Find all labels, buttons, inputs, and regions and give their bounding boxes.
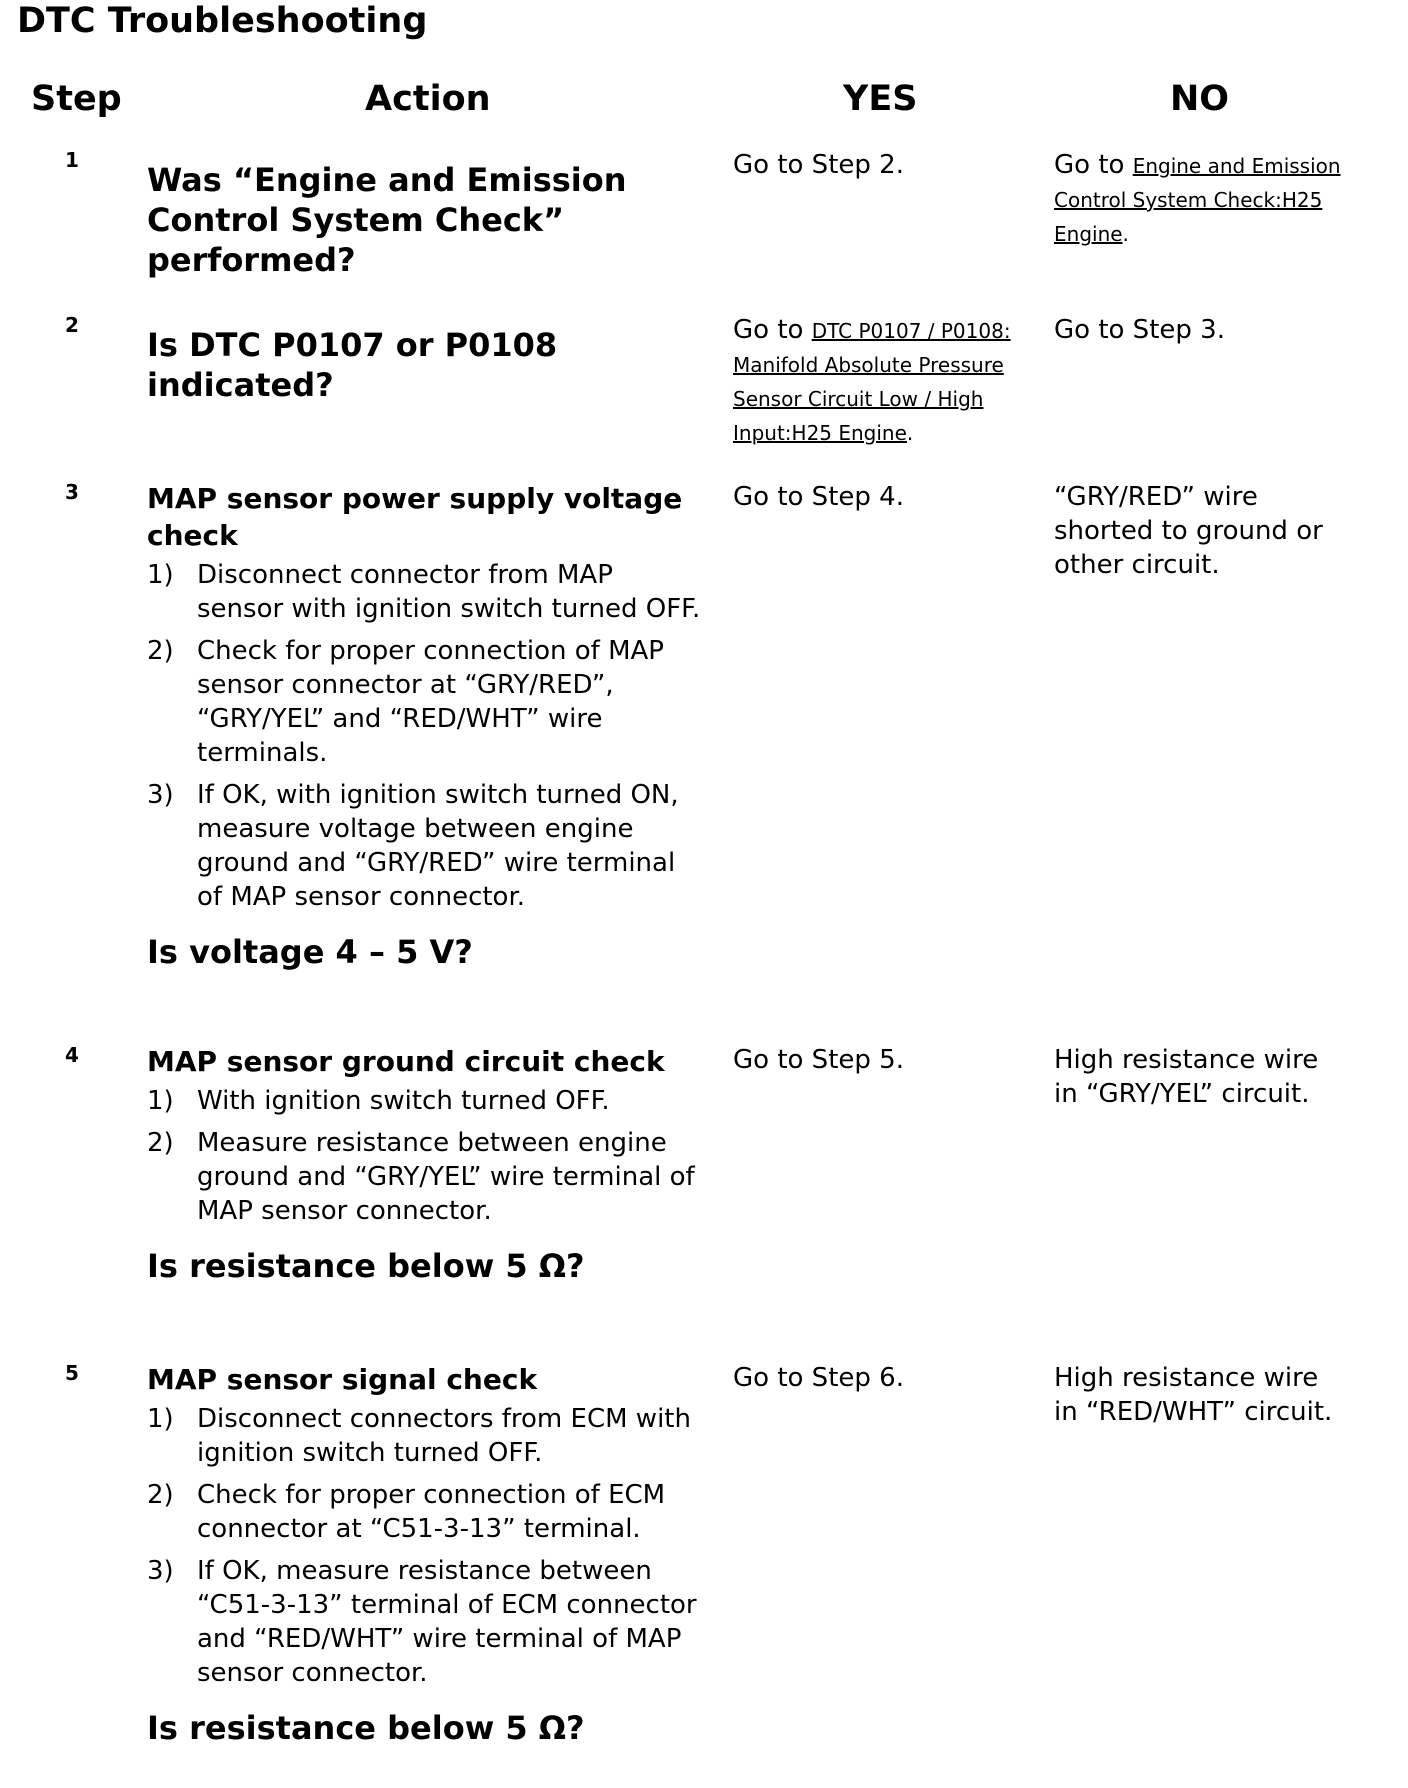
step-number: 4	[65, 1043, 79, 1067]
column-header-step: Step	[31, 79, 122, 119]
sub-step: 1) With ignition switch turned OFF.	[147, 1086, 610, 1116]
yes-text: Go to Step 5.	[733, 1045, 904, 1075]
step-number: 1	[65, 148, 79, 172]
no-cell	[1054, 480, 1344, 582]
sub-step: 1) Disconnect connector from MAP sensor with ignition switch turned OFF.	[147, 560, 701, 624]
yes-cell	[733, 1043, 1033, 1077]
yes-cell	[733, 1361, 1033, 1395]
no-cell	[1054, 313, 1344, 347]
action-title: MAP sensor ground circuit check	[147, 1045, 665, 1078]
action-cell	[147, 160, 707, 280]
action-question: Is resistance below 5 Ω?	[147, 1709, 585, 1747]
column-header-action: Action	[365, 79, 491, 119]
action-cell	[147, 325, 707, 405]
column-header-no: NO	[1170, 79, 1230, 119]
action-title: MAP sensor signal check	[147, 1363, 538, 1396]
no-text: High resistance wire in “RED/WHT” circuit.	[1054, 1363, 1333, 1427]
sub-step: 2) Measure resistance between engine ground and “GRY/YEL” wire terminal of MAP sensor connector.	[147, 1128, 695, 1226]
page-title: DTC Troubleshooting	[17, 1, 428, 41]
action-cell	[147, 1043, 707, 1286]
no-cell	[1054, 148, 1344, 251]
step-number: 3	[65, 480, 79, 504]
sub-step: 3) If OK, measure resistance between “C51-3-13” terminal of ECM connector and “RED/WHT” wire terminal of MAP sensor connector.	[147, 1556, 697, 1688]
sub-step-list	[147, 1402, 707, 1690]
step-number: 2	[65, 313, 79, 337]
sub-step: 2) Check for proper connection of MAP sensor connector at “GRY/RED”, “GRY/YEL” and “RED/WHT” wire terminals.	[147, 636, 664, 768]
column-header-yes: YES	[843, 79, 918, 119]
no-text: Go to Step 3.	[1054, 315, 1225, 345]
action-cell	[147, 1361, 707, 1748]
action-question: Was “Engine and Emission Control System Check” performed?	[147, 161, 627, 279]
no-prefix: Go to	[1054, 150, 1133, 180]
no-cell	[1054, 1043, 1344, 1111]
action-question: Is DTC P0107 or P0108 indicated?	[147, 326, 558, 404]
step-number: 5	[65, 1361, 79, 1385]
sub-step: 1) Disconnect connectors from ECM with ignition switch turned OFF.	[147, 1404, 691, 1468]
action-question: Is voltage 4 – 5 V?	[147, 933, 473, 971]
yes-text: Go to Step 6.	[733, 1363, 904, 1393]
sub-step-list	[147, 558, 707, 914]
no-cell	[1054, 1361, 1344, 1429]
yes-text: Go to Step 4.	[733, 482, 904, 512]
sub-step: 2) Check for proper connection of ECM connector at “C51-3-13” terminal.	[147, 1480, 666, 1544]
action-question: Is resistance below 5 Ω?	[147, 1247, 585, 1285]
engine-emission-check-link[interactable]: Engine and Emission Control System Check:H25 Engine	[1054, 154, 1341, 246]
yes-text: Go to Step 2.	[733, 150, 904, 180]
no-text: “GRY/RED” wire shorted to ground or other circuit.	[1054, 482, 1323, 580]
action-cell	[147, 480, 707, 972]
yes-suffix: .	[906, 421, 914, 445]
yes-cell	[733, 480, 1033, 514]
sub-step-list	[147, 1084, 707, 1228]
dtc-p0107-p0108-link[interactable]: DTC P0107 / P0108: Manifold Absolute Pressure Sensor Circuit Low / High Input:H25 Engine	[733, 319, 1011, 445]
sub-step: 3) If OK, with ignition switch turned ON, measure voltage between engine ground and “GRY/RED” wire terminal of MAP sensor connector.	[147, 780, 679, 912]
action-title: MAP sensor power supply voltage check	[147, 482, 683, 552]
no-suffix: .	[1122, 222, 1129, 246]
no-text: High resistance wire in “GRY/YEL” circuit.	[1054, 1045, 1319, 1109]
yes-cell	[733, 313, 1013, 450]
yes-cell	[733, 148, 1033, 182]
yes-prefix: Go to	[733, 315, 812, 345]
